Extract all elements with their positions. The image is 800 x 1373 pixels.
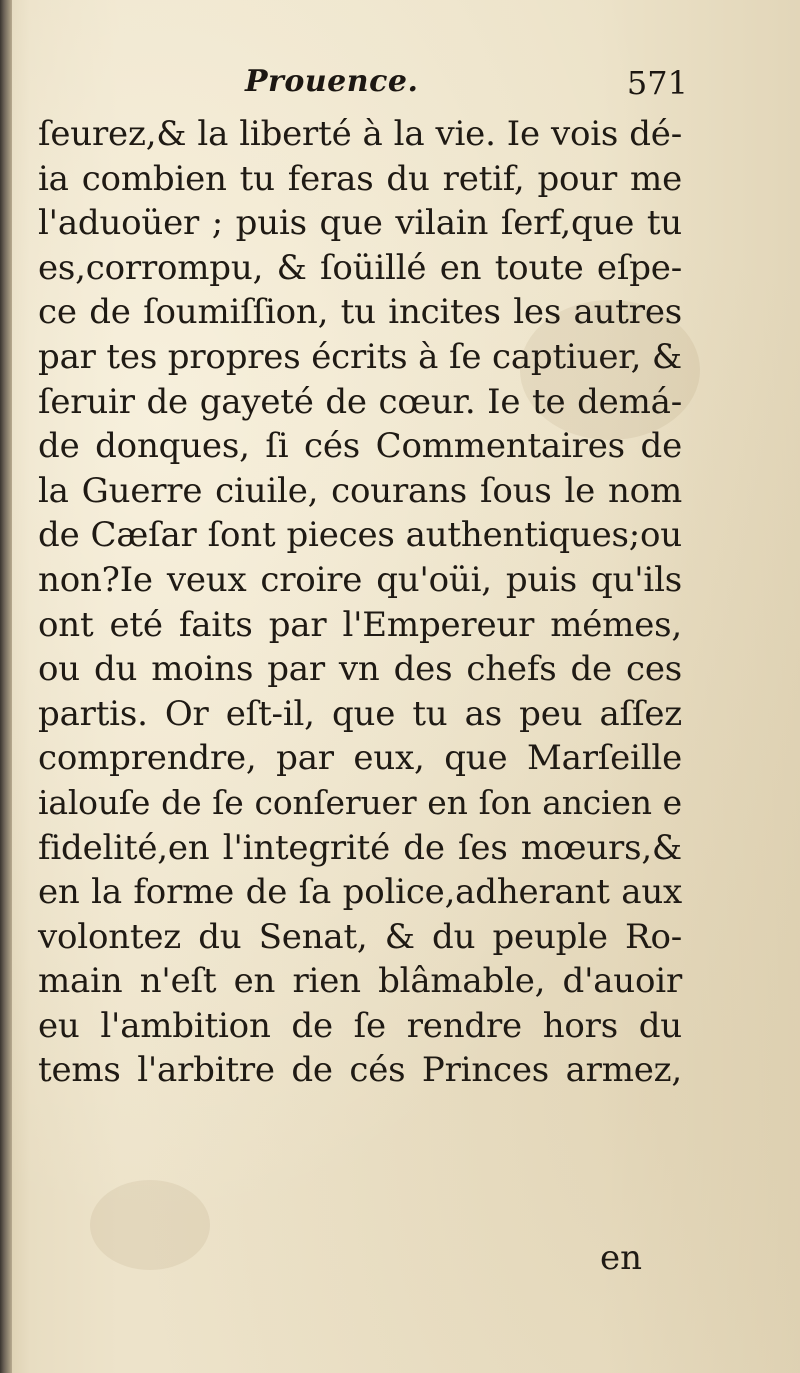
text-line: ce de ſoumiſſion, tu incites les autres bbox=[38, 292, 682, 333]
body-text bbox=[38, 112, 682, 1093]
text-line: volontez du Senat, & du peuple Ro- bbox=[38, 916, 682, 957]
text-line: en la forme de ſa police,adherant aux bbox=[38, 872, 682, 913]
text-line: de Cæſar ſont pieces authentiques;ou bbox=[38, 515, 682, 556]
text-line: fidelité,en l'integrité de ſes mœurs,& bbox=[38, 827, 682, 868]
text-line: tems l'arbitre de cés Princes armez, bbox=[38, 1050, 682, 1091]
catchword: en bbox=[600, 1238, 643, 1278]
binding-gutter bbox=[0, 0, 12, 1373]
page-header bbox=[40, 60, 760, 110]
text-line: partis. Or eſt-il, que tu as peu aſſez bbox=[38, 693, 682, 734]
text-line: main n'eſt en rien blâmable, d'auoir bbox=[38, 961, 682, 1002]
text-line: comprendre, par eux, que Marſeille bbox=[38, 738, 682, 779]
text-line: ia combien tu feras du retif, pour me bbox=[38, 158, 682, 199]
text-line: par tes propres écrits à ſe captiuer, & bbox=[38, 336, 682, 377]
text-line: ou du moins par vn des chefs de ces bbox=[38, 649, 682, 690]
text-line: es,corrompu, & ſoüillé en toute eſpe- bbox=[38, 247, 682, 288]
text-line: ialouſe de ſe conſeruer en ſon ancien e bbox=[38, 782, 682, 822]
text-line: eu l'ambition de ſe rendre hors du bbox=[38, 1005, 682, 1046]
text-line: l'aduoüer ; puis que vilain ſerf,que tu bbox=[38, 203, 682, 244]
text-line: la Guerre ciuile, courans ſous le nom bbox=[38, 470, 682, 511]
page-number: 571 bbox=[626, 64, 688, 102]
text-line: de donques, ſi cés Commentaires de bbox=[38, 426, 682, 467]
running-title: Prouence. bbox=[245, 64, 419, 99]
text-line: non?Ie veux croire qu'oüi, puis qu'ils bbox=[38, 559, 682, 600]
text-line: ſeurez,& la liberté à la vie. Ie vois dé- bbox=[38, 114, 682, 154]
text-line: ſeruir de gayeté de cœur. Ie te demá- bbox=[38, 381, 682, 422]
paper-stain bbox=[90, 1180, 210, 1270]
text-line: ont eté faits par l'Empereur mémes, bbox=[38, 604, 682, 645]
